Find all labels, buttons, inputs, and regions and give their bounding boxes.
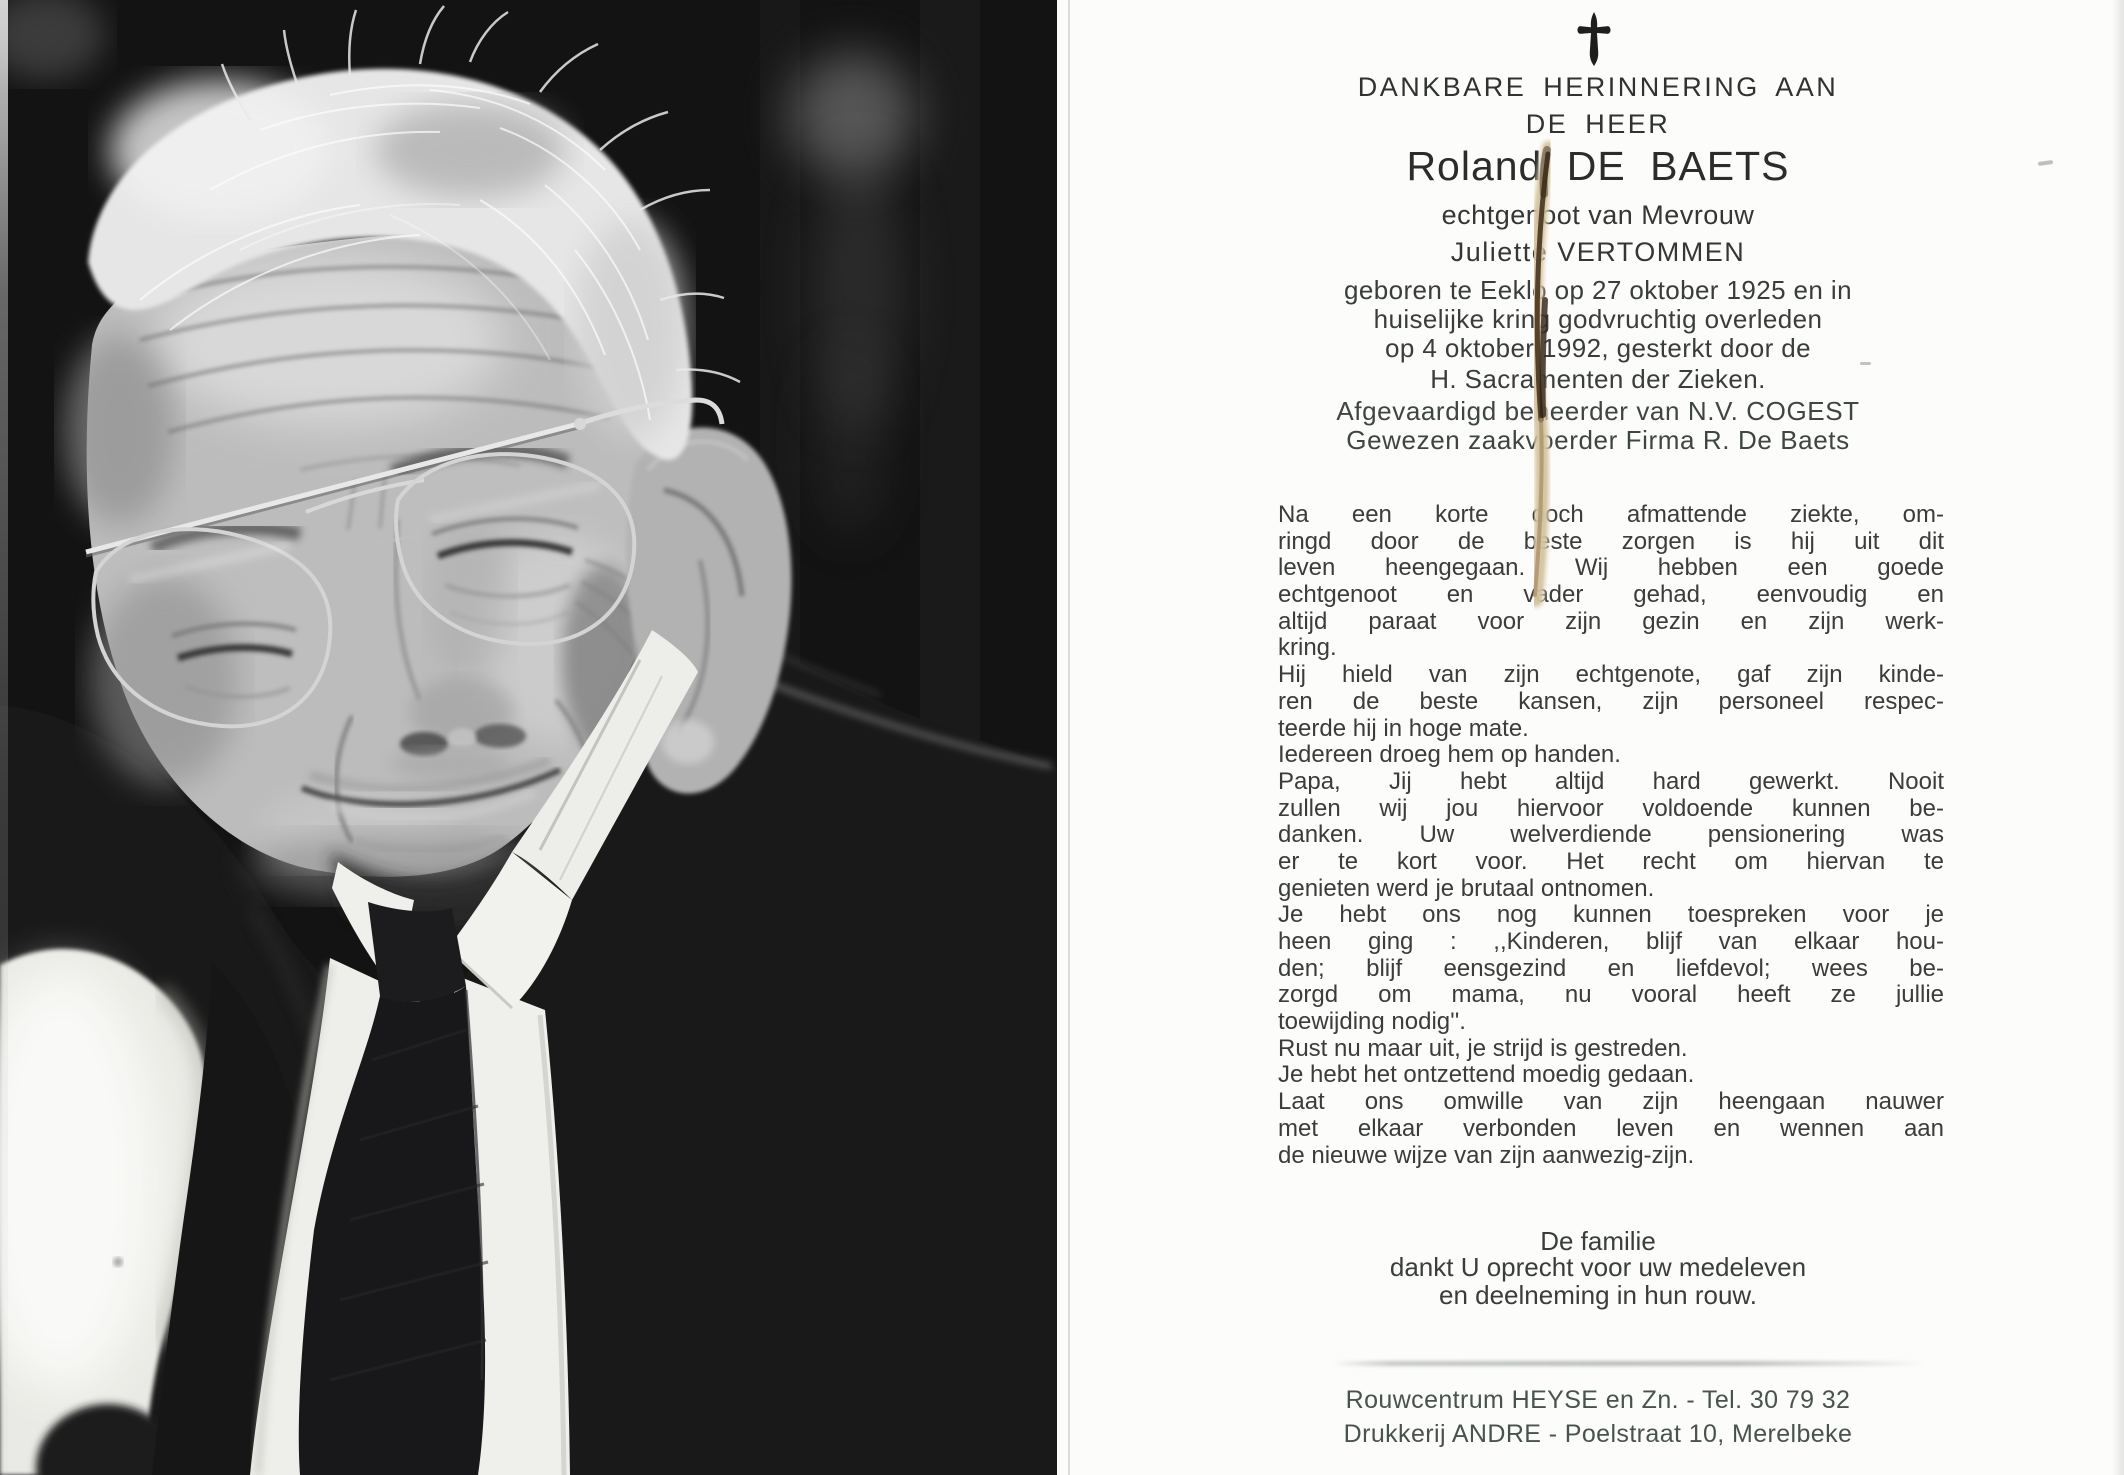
scan-speck (1860, 362, 1871, 365)
memorial-text-line: zorgd om mama, nu vooral heeft ze jullie (1278, 981, 1944, 1009)
scan-right-edge-shade (2112, 0, 2124, 1475)
closing-line: De familie (1540, 1226, 1656, 1256)
memorial-title-line-2: DE HEER (1525, 109, 1671, 139)
scan-edge-artifact (0, 0, 8, 1475)
memorial-text-line: Na een korte doch afmattende ziekte, om- (1278, 501, 1944, 528)
memorial-text-line: zullen wij jou hiervoor voldoende kunnen be- (1278, 794, 1944, 822)
vitae-line: huiselijke kring godvruchtig overleden (1373, 304, 1823, 334)
memorial-text-line: teerde hij in hoge mate. (1278, 714, 1529, 742)
closing-line: dankt U oprecht voor uw medeleven (1389, 1252, 1807, 1282)
memorial-text-line: Rust nu maar uit, je strijd is gestreden. (1278, 1034, 1688, 1062)
cross-icon (1575, 12, 1613, 66)
memorial-title-line-1: DANKBARE HERINNERING AAN (1357, 72, 1839, 102)
memorial-text-line: er te kort voor. Het recht om hiervan te (1278, 847, 1944, 875)
memorial-text-line: Je hebt het ontzettend moedig gedaan. (1278, 1061, 1695, 1089)
memorial-photo-portrait (0, 0, 1057, 1475)
spouse-name: Juliette VERTOMMEN (1450, 237, 1746, 267)
memorial-text-line: Iedereen droeg hem op handen. (1278, 741, 1621, 769)
printer-line: Drukkerij ANDRE - Poelstraat 10, Merelbeke (1343, 1420, 1853, 1448)
memorial-text-line: Papa, Jij hebt altijd hard gewerkt. Nooit (1278, 767, 1944, 795)
vitae-line: geboren te Eeklo op 27 oktober 1925 en in (1344, 275, 1852, 305)
ink-smudge-artifact (1333, 1361, 1929, 1366)
professional-title-line: Afgevaardigd beheerder van N.V. COGEST (1336, 396, 1860, 426)
tie-knot (368, 902, 466, 1002)
memorial-text-line: ringd door de beste zorgen is hij uit dit (1278, 527, 1944, 555)
memorial-text-paragraph (1278, 502, 1944, 1169)
memorial-text-line: Laat ons omwille van zijn heengaan nauwer (1278, 1088, 1944, 1116)
scan-speck (2038, 160, 2053, 166)
memorial-text-line: de nieuwe wijze van zijn aanwezig-zijn. (1278, 1141, 1695, 1169)
card-fold-line (1068, 0, 1070, 1475)
memorial-text-line: leven heengegaan. Wij hebben een goede (1278, 554, 1944, 582)
memorial-text-line: ren de beste kansen, zijn personeel respec- (1278, 687, 1944, 715)
memorial-text-line: altijd paraat voor zijn gezin en zijn werk- (1278, 607, 1944, 635)
memorial-text-line: heen ging : ,,Kinderen, blijf van elkaar hou- (1278, 928, 1944, 955)
funeral-home-line: Rouwcentrum HEYSE en Zn. - Tel. 30 79 32 (1345, 1386, 1851, 1414)
memorial-text-line: echtgenoot en vader gehad, eenvoudig en (1278, 581, 1944, 609)
vitae-line: op 4 oktober 1992, gesterkt door de (1385, 333, 1811, 363)
memorial-text-line: genieten werd je brutaal ontnomen. (1278, 874, 1655, 902)
spouse-intro: echtgenoot van Mevrouw (1441, 200, 1755, 230)
memorial-text-line: toewijding nodig''. (1278, 1008, 1466, 1036)
memorial-text-line: Hij hield van zijn echtgenote, gaf zijn kinde- (1278, 661, 1944, 689)
memorial-card-text-panel (1057, 0, 2124, 1475)
memorial-text-line: kring. (1278, 634, 1337, 662)
professional-title-line: Gewezen zaakvoerder Firma R. De Baets (1346, 425, 1850, 455)
closing-line: en deelneming in hun rouw. (1438, 1280, 1757, 1310)
memorial-text-line: met elkaar verbonden leven en wennen aan (1278, 1114, 1944, 1142)
memorial-text-line: danken. Uw welverdiende pensionering was (1278, 821, 1944, 849)
memorial-text-line: Je hebt ons nog kunnen toespreken voor je (1278, 901, 1944, 929)
deceased-name: Roland DE BAETS (1406, 143, 1790, 189)
memorial-text-line: den; blijf eensgezind en liefdevol; wees be- (1278, 954, 1944, 982)
vitae-line: H. Sacramenten der Zieken. (1430, 364, 1766, 394)
